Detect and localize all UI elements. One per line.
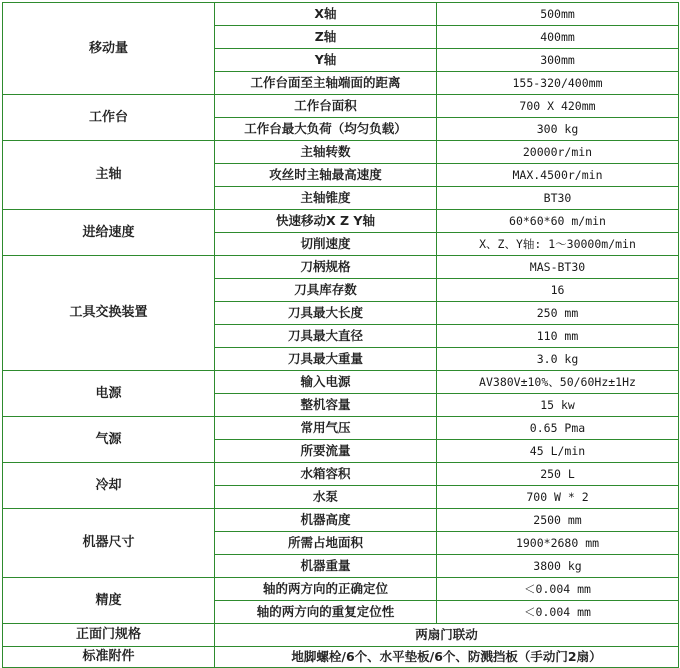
parameter-cell: Z轴 xyxy=(215,26,437,49)
value-cell: MAX.4500r/min xyxy=(437,164,679,187)
value-cell: 500mm xyxy=(437,3,679,26)
table-row xyxy=(3,509,679,532)
value-cell: 300 kg xyxy=(437,118,679,141)
parameter-cell: 整机容量 xyxy=(215,394,437,417)
parameter-cell: 常用气压 xyxy=(215,417,437,440)
parameter-cell: 刀具库存数 xyxy=(215,279,437,302)
parameter-cell: Y轴 xyxy=(215,49,437,72)
spec-table-body xyxy=(3,3,679,668)
table-row xyxy=(3,463,679,486)
table-row xyxy=(3,210,679,233)
value-cell: 110 mm xyxy=(437,325,679,348)
parameter-cell: 水箱容积 xyxy=(215,463,437,486)
value-cell: 3800 kg xyxy=(437,555,679,578)
parameter-cell: 水泵 xyxy=(215,486,437,509)
value-cell: 16 xyxy=(437,279,679,302)
category-cell: 工具交换装置 xyxy=(3,256,215,371)
table-row xyxy=(3,647,679,668)
category-cell: 正面门规格 xyxy=(3,624,215,647)
parameter-cell: 轴的两方向的正确定位 xyxy=(215,578,437,601)
category-cell: 移动量 xyxy=(3,3,215,95)
category-cell: 气源 xyxy=(3,417,215,463)
category-cell: 主轴 xyxy=(3,141,215,210)
parameter-cell: 刀柄规格 xyxy=(215,256,437,279)
merged-value-cell: 地脚螺栓/6个、水平垫板/6个、防溅挡板（手动门2扇） xyxy=(215,647,679,668)
value-cell: ＜0.004 mm xyxy=(437,578,679,601)
spec-table xyxy=(2,2,679,668)
table-row xyxy=(3,141,679,164)
value-cell: 60*60*60 m/min xyxy=(437,210,679,233)
parameter-cell: 刀具最大重量 xyxy=(215,348,437,371)
parameter-cell: 机器重量 xyxy=(215,555,437,578)
value-cell: BT30 xyxy=(437,187,679,210)
value-cell: 250 mm xyxy=(437,302,679,325)
value-cell: 1900*2680 mm xyxy=(437,532,679,555)
value-cell: 15 kw xyxy=(437,394,679,417)
value-cell: 700 W * 2 xyxy=(437,486,679,509)
parameter-cell: 所要流量 xyxy=(215,440,437,463)
value-cell: AV380V±10%、50/60Hz±1Hz xyxy=(437,371,679,394)
category-cell: 电源 xyxy=(3,371,215,417)
category-cell: 精度 xyxy=(3,578,215,624)
value-cell: ＜0.004 mm xyxy=(437,601,679,624)
value-cell: 155-320/400mm xyxy=(437,72,679,95)
value-cell: 2500 mm xyxy=(437,509,679,532)
table-row xyxy=(3,371,679,394)
value-cell: MAS-BT30 xyxy=(437,256,679,279)
table-row xyxy=(3,417,679,440)
parameter-cell: 主轴锥度 xyxy=(215,187,437,210)
value-cell: 0.65 Pma xyxy=(437,417,679,440)
value-cell: X、Z、Y轴: 1～30000m/min xyxy=(437,233,679,256)
category-cell: 进给速度 xyxy=(3,210,215,256)
category-cell: 机器尺寸 xyxy=(3,509,215,578)
table-row xyxy=(3,95,679,118)
value-cell: 20000r/min xyxy=(437,141,679,164)
table-row xyxy=(3,624,679,647)
category-cell: 冷却 xyxy=(3,463,215,509)
parameter-cell: 主轴转数 xyxy=(215,141,437,164)
table-row xyxy=(3,256,679,279)
value-cell: 3.0 kg xyxy=(437,348,679,371)
merged-value-cell: 两扇门联动 xyxy=(215,624,679,647)
table-row xyxy=(3,578,679,601)
category-cell: 标准附件 xyxy=(3,647,215,668)
value-cell: 700 X 420mm xyxy=(437,95,679,118)
value-cell: 400mm xyxy=(437,26,679,49)
parameter-cell: 切削速度 xyxy=(215,233,437,256)
table-row xyxy=(3,3,679,26)
parameter-cell: 所需占地面积 xyxy=(215,532,437,555)
parameter-cell: 工作台面至主轴端面的距离 xyxy=(215,72,437,95)
parameter-cell: 快速移动X Z Y轴 xyxy=(215,210,437,233)
category-cell: 工作台 xyxy=(3,95,215,141)
parameter-cell: 机器高度 xyxy=(215,509,437,532)
parameter-cell: 工作台最大负荷（均匀负载） xyxy=(215,118,437,141)
parameter-cell: 攻丝时主轴最高速度 xyxy=(215,164,437,187)
parameter-cell: 轴的两方向的重复定位性 xyxy=(215,601,437,624)
parameter-cell: 刀具最大直径 xyxy=(215,325,437,348)
parameter-cell: X轴 xyxy=(215,3,437,26)
parameter-cell: 刀具最大长度 xyxy=(215,302,437,325)
value-cell: 250 L xyxy=(437,463,679,486)
parameter-cell: 输入电源 xyxy=(215,371,437,394)
parameter-cell: 工作台面积 xyxy=(215,95,437,118)
value-cell: 300mm xyxy=(437,49,679,72)
value-cell: 45 L/min xyxy=(437,440,679,463)
